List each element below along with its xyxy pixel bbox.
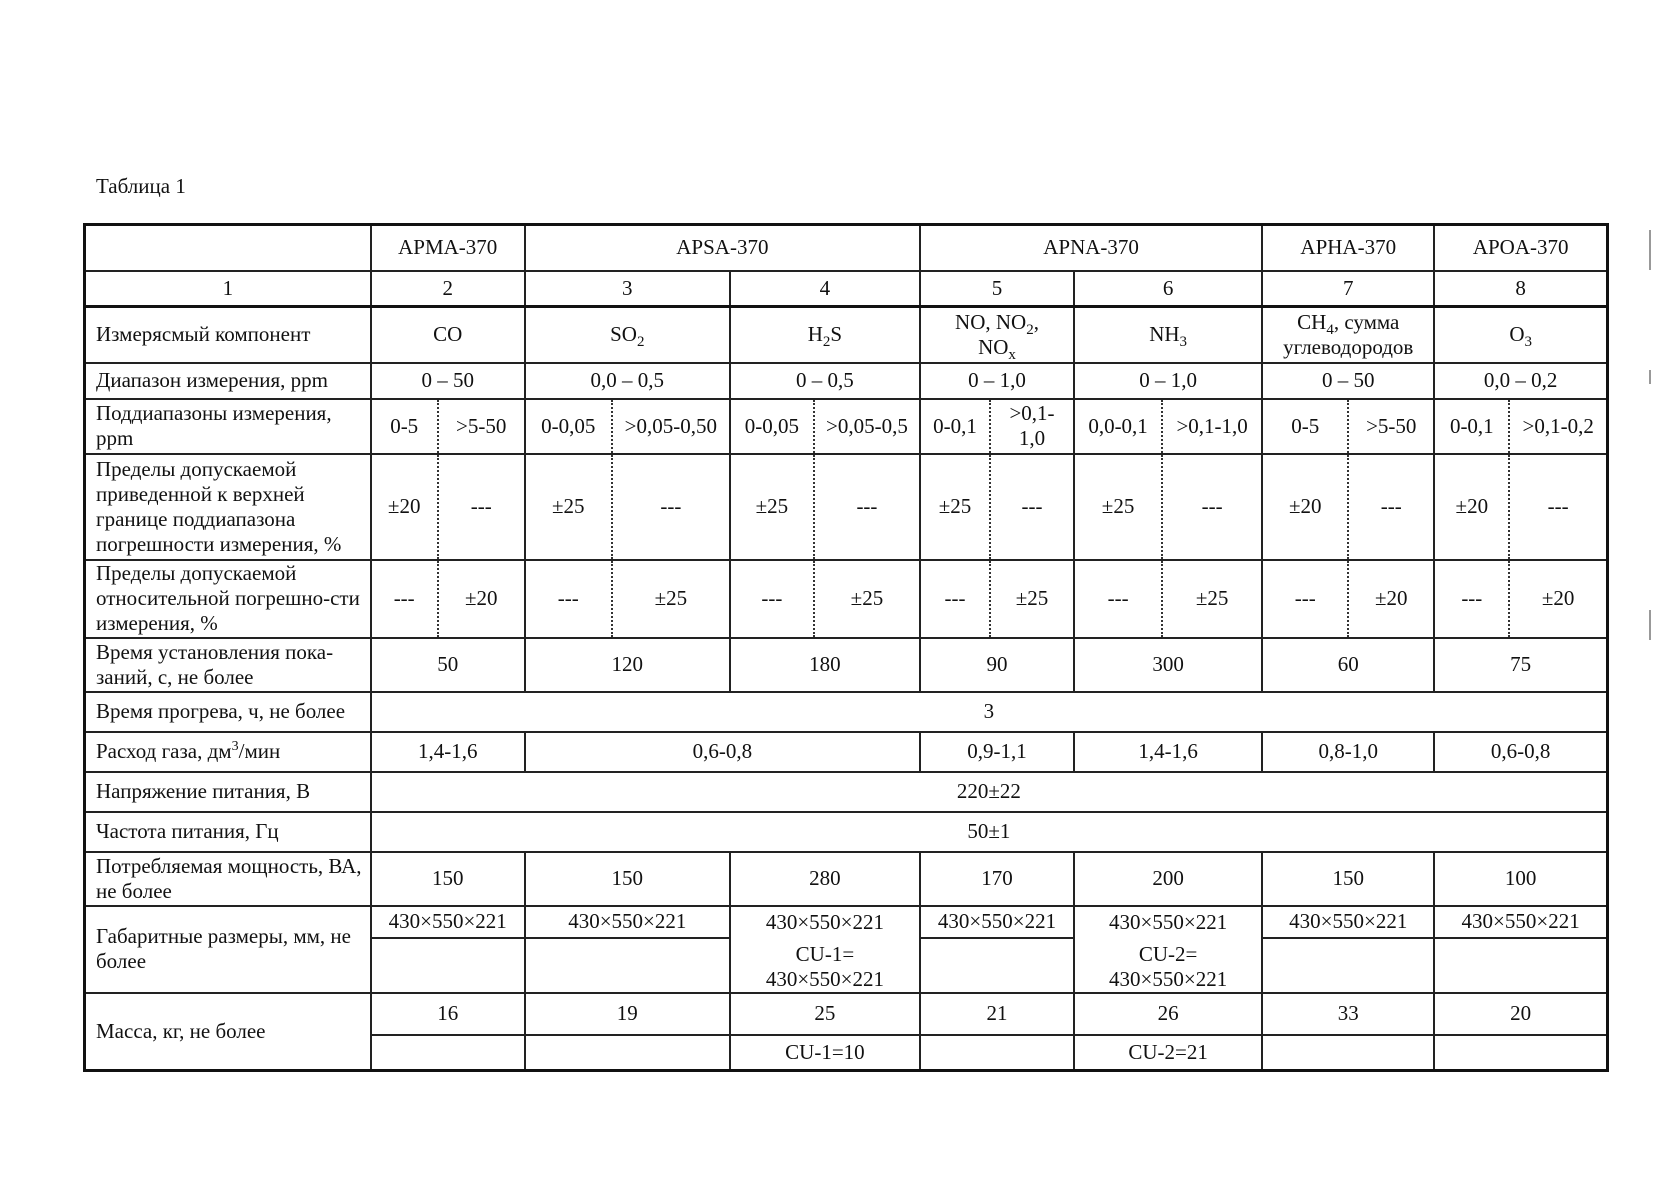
subrange-cell: >5-50	[438, 399, 525, 454]
row-label: Габаритные размеры, мм, не более	[85, 906, 371, 993]
row-label: Частота питания, Гц	[85, 812, 371, 852]
mass-cell: 16	[371, 993, 525, 1035]
power-cell: 150	[525, 852, 730, 906]
power-cell: 170	[920, 852, 1074, 906]
column-number: 8	[1434, 271, 1607, 307]
gas-flow-cell: 1,4-1,6	[1074, 732, 1262, 772]
column-number-row	[85, 271, 1608, 307]
subrange-cell: >0,1-1,0	[990, 399, 1074, 454]
row-label: Поддиапазоны измерения, ppm	[85, 399, 371, 454]
mass-cell: 20	[1434, 993, 1607, 1035]
error-cell: ±25	[814, 560, 920, 638]
dimensions-cell: 430×550×221	[920, 906, 1074, 938]
range-cell: 0 – 1,0	[920, 363, 1074, 399]
response-time-cell: 60	[1262, 638, 1434, 692]
scan-edge-mark	[1649, 230, 1651, 270]
gas-flow-cell: 0,6-0,8	[525, 732, 920, 772]
dimensions-extra-cell	[1262, 938, 1434, 993]
error-cell: ±25	[920, 454, 990, 560]
row-label: Напряжение питания, В	[85, 772, 371, 812]
range-cell: 0,0 – 0,5	[525, 363, 730, 399]
scan-edge-mark	[1649, 370, 1651, 384]
component-cell: CO	[371, 307, 525, 363]
error-cell: ±25	[1074, 454, 1162, 560]
error-cell: ±20	[1509, 560, 1607, 638]
dimensions-extra-cell	[371, 938, 525, 993]
subrange-row	[85, 399, 1608, 454]
table-caption: Таблица 1	[96, 174, 186, 198]
dimensions-extra-cell	[525, 938, 730, 993]
gas-flow-cell: 1,4-1,6	[371, 732, 525, 772]
dimensions-cell: 430×550×221	[525, 906, 730, 938]
frequency-row	[85, 812, 1608, 852]
component-cell: $O_3$	[1434, 307, 1607, 363]
error-cell: ---	[1434, 560, 1509, 638]
error-cell: ±20	[438, 560, 525, 638]
error-cell: ---	[525, 560, 612, 638]
error-cell: ±25	[525, 454, 612, 560]
dimensions-cell: 430×550×221	[730, 906, 920, 938]
subrange-cell: 0-0,05	[525, 399, 612, 454]
error-cell: ---	[920, 560, 990, 638]
row-label: Пределы допускаемой приведенной к верхней границе поддиапазона погрешности измерения, %	[85, 454, 371, 560]
subrange-cell: >0,1-1,0	[1162, 399, 1262, 454]
response-time-cell: 90	[920, 638, 1074, 692]
mass-cell: 26	[1074, 993, 1262, 1035]
model-apma: APMA-370	[371, 225, 525, 271]
error-cell: ---	[1509, 454, 1607, 560]
dimensions-cell: 430×550×221	[1074, 906, 1262, 938]
dimensions-extra-cell: CU-2= 430×550×221	[1074, 938, 1262, 993]
error-cell: ---	[1074, 560, 1162, 638]
mass-extra-cell: CU-2=21	[1074, 1035, 1262, 1071]
model-header-row	[85, 225, 1608, 271]
error-cell: ±25	[730, 454, 814, 560]
mass-cell: 33	[1262, 993, 1434, 1035]
range-cell: 0,0 – 0,2	[1434, 363, 1607, 399]
response-time-cell: 120	[525, 638, 730, 692]
mass-extra-cell	[1262, 1035, 1434, 1071]
error-cell: ---	[1348, 454, 1434, 560]
error-cell: ---	[438, 454, 525, 560]
mass-extra-cell	[920, 1035, 1074, 1071]
response-time-cell: 300	[1074, 638, 1262, 692]
scan-edge-mark	[1649, 610, 1651, 640]
reduced-error-row	[85, 454, 1608, 560]
subrange-cell: 0,0-0,1	[1074, 399, 1162, 454]
relative-error-row	[85, 560, 1608, 638]
response-time-cell: 75	[1434, 638, 1607, 692]
subrange-cell: >0,05-0,50	[612, 399, 730, 454]
power-row	[85, 852, 1608, 906]
dimensions-row	[85, 906, 1608, 938]
component-cell: $H_2S$	[730, 307, 920, 363]
model-apoa: APOA-370	[1434, 225, 1607, 271]
power-cell: 280	[730, 852, 920, 906]
response-time-row	[85, 638, 1608, 692]
row-label: Потребляемая мощность, ВА, не более	[85, 852, 371, 906]
voltage-row	[85, 772, 1608, 812]
error-cell: ---	[990, 454, 1074, 560]
voltage-value: 220±22	[371, 772, 1608, 812]
empty-header-cell	[85, 225, 371, 271]
range-cell: 0 – 50	[371, 363, 525, 399]
gas-flow-row	[85, 732, 1608, 772]
component-cell: $NH_3$	[1074, 307, 1262, 363]
column-number: 5	[920, 271, 1074, 307]
model-apha: APHA-370	[1262, 225, 1434, 271]
frequency-value: 50±1	[371, 812, 1608, 852]
model-apna: APNA-370	[920, 225, 1262, 271]
subrange-cell: 0-5	[1262, 399, 1348, 454]
error-cell: ±25	[612, 560, 730, 638]
dimensions-extra-cell	[920, 938, 1074, 993]
power-cell: 150	[1262, 852, 1434, 906]
model-apsa: APSA-370	[525, 225, 920, 271]
range-cell: 0 – 0,5	[730, 363, 920, 399]
row-label: Измерясмый компонент	[85, 307, 371, 363]
range-cell: 0 – 50	[1262, 363, 1434, 399]
subrange-cell: 0-0,1	[920, 399, 990, 454]
dimensions-extra-cell	[1434, 938, 1607, 993]
dimensions-extra-cell: CU-1= 430×550×221	[730, 938, 920, 993]
error-cell: ---	[1262, 560, 1348, 638]
column-number: 1	[85, 271, 371, 307]
column-number: 3	[525, 271, 730, 307]
component-cell: $CH_4$, сумма углеводородов	[1262, 307, 1434, 363]
warmup-value: 3	[371, 692, 1608, 732]
subrange-cell: 0-5	[371, 399, 438, 454]
mass-extra-cell: CU-1=10	[730, 1035, 920, 1071]
error-cell: ±20	[371, 454, 438, 560]
response-time-cell: 50	[371, 638, 525, 692]
subrange-cell: >5-50	[1348, 399, 1434, 454]
mass-cell: 21	[920, 993, 1074, 1035]
error-cell: ---	[730, 560, 814, 638]
column-number: 2	[371, 271, 525, 307]
row-label: Время прогрева, ч, не более	[85, 692, 371, 732]
range-cell: 0 – 1,0	[1074, 363, 1262, 399]
gas-flow-cell: 0,8-1,0	[1262, 732, 1434, 772]
warmup-row	[85, 692, 1608, 732]
component-cell: NO, $NO_2$, $NO_x$	[920, 307, 1074, 363]
dimensions-cell: 430×550×221	[1434, 906, 1607, 938]
row-label: Время установления пока-заний, с, не более	[85, 638, 371, 692]
error-cell: ---	[612, 454, 730, 560]
range-row	[85, 363, 1608, 399]
response-time-cell: 180	[730, 638, 920, 692]
error-cell: ---	[371, 560, 438, 638]
mass-extra-cell	[1434, 1035, 1607, 1071]
error-cell: ±25	[1162, 560, 1262, 638]
specifications-table	[83, 223, 1609, 1072]
mass-cell: 25	[730, 993, 920, 1035]
subrange-cell: >0,05-0,5	[814, 399, 920, 454]
row-label: Диапазон измерения, ppm	[85, 363, 371, 399]
subrange-cell: 0-0,1	[1434, 399, 1509, 454]
gas-flow-cell: 0,9-1,1	[920, 732, 1074, 772]
power-cell: 200	[1074, 852, 1262, 906]
gas-flow-cell: 0,6-0,8	[1434, 732, 1607, 772]
component-row	[85, 307, 1608, 363]
mass-row	[85, 993, 1608, 1035]
row-label: Пределы допускаемой относительной погрешно-сти измерения, %	[85, 560, 371, 638]
component-cell: $SO_2$	[525, 307, 730, 363]
subrange-cell: 0-0,05	[730, 399, 814, 454]
row-label: Масса, кг, не более	[85, 993, 371, 1071]
dimensions-cell: 430×550×221	[1262, 906, 1434, 938]
power-cell: 100	[1434, 852, 1607, 906]
error-cell: ±25	[990, 560, 1074, 638]
column-number: 4	[730, 271, 920, 307]
error-cell: ±20	[1262, 454, 1348, 560]
row-label: Расход газа, $дм^3$/мин	[85, 732, 371, 772]
mass-cell: 19	[525, 993, 730, 1035]
error-cell: ---	[1162, 454, 1262, 560]
dimensions-cell: 430×550×221	[371, 906, 525, 938]
subrange-cell: >0,1-0,2	[1509, 399, 1607, 454]
error-cell: ±20	[1348, 560, 1434, 638]
mass-extra-cell	[371, 1035, 525, 1071]
power-cell: 150	[371, 852, 525, 906]
error-cell: ---	[814, 454, 920, 560]
mass-extra-cell	[525, 1035, 730, 1071]
error-cell: ±20	[1434, 454, 1509, 560]
column-number: 6	[1074, 271, 1262, 307]
column-number: 7	[1262, 271, 1434, 307]
